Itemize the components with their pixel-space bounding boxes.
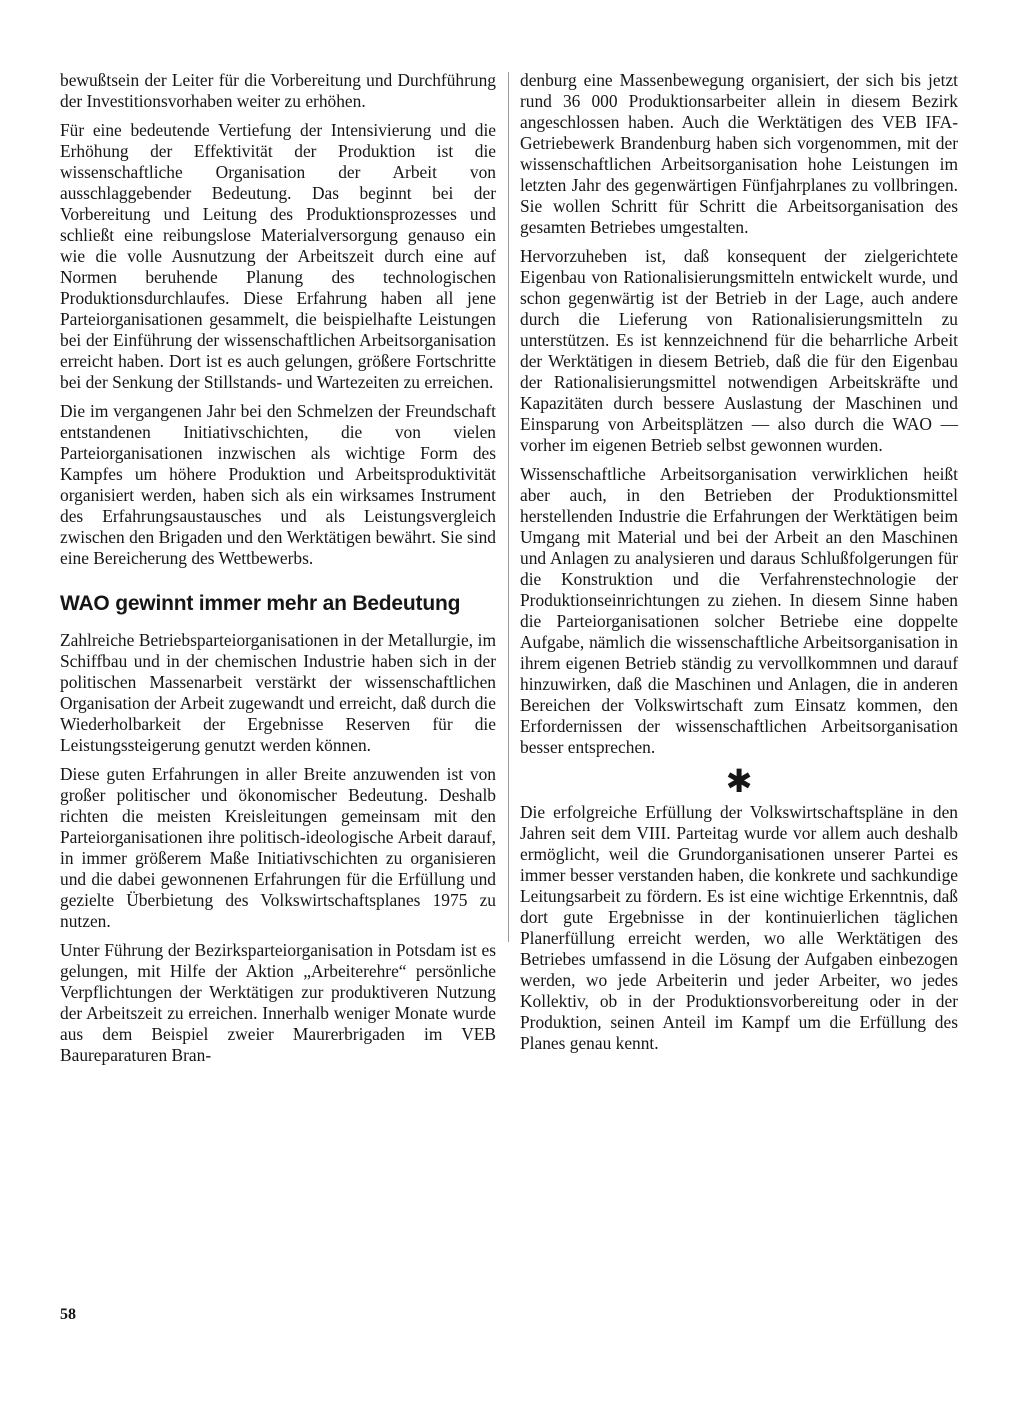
section-heading: WAO gewinnt immer mehr an Bedeutung — [60, 592, 461, 615]
paragraph: Die erfolgreiche Erfüllung der Volkswirtschaftspläne in den Jahren seit dem VIII. Parteitag wurde vor allem auch deshalb ermöglicht, weil die Grundorganisationen unserer Partei es immer besser verstanden haben, die konkrete und sachkundige Leitungsarbeit zu fördern. Es ist eine wichtige Erkenntnis, daß dort gute Ergebnisse in der kontinuierlichen täglichen Planerfüllung erreicht werden, wo alle Werktätigen des Betriebes umfassend in die Lösung der Aufgaben einbezogen werden, wo jede Arbeiterin und jeder Arbeiter, wo jedes Kollektiv, ob in der Produktionsvorbereitung oder in der Produktion, seinen Anteil im Kampf um die Erfüllung des Planes genau kennt. — [520, 802, 958, 1053]
page-number: 58 — [60, 1306, 76, 1323]
paragraph: Für eine bedeutende Vertiefung der Intensivierung und die Erhöhung der Effektivität der Produktion ist die wissenschaftliche Organisation der Arbeit von ausschlaggebender Bedeutung. Das beginnt bei der Vorbereitung und Leitung des Produktionsprozesses und schließt eine reibungslose Materialversorgung genauso ein wie die volle Ausnutzung der Arbeitszeit durch eine auf Normen beruhende Planung des technologischen Produktionsdurchlaufes. Diese Erfahrung haben all jene Parteiorganisationen gesammelt, die beispielhafte Leistungen bei der Einführung der wissenschaftlichen Arbeitsorganisation erreicht haben. Dort ist es auch gelungen, größere Fortschritte bei der Senkung der Stillstands- und Wartezeiten zu erreichen. — [60, 120, 496, 392]
paragraph: Diese guten Erfahrungen in aller Breite anzuwenden ist von großer politischer und ökonomischer Bedeutung. Deshalb richten die meisten Kreisleitungen gemeinsam mit den Parteiorganisationen ihre politisch-ideologische Arbeit darauf, in immer größerem Maße Initiativschichten zu organisieren und die dabei gewonnenen Erfahrungen für die Erfüllung und gezielte Überbietung des Volkswirtschaftsplanes 1975 zu nutzen. — [60, 764, 496, 931]
paragraph: Zahlreiche Betriebsparteiorganisationen in der Metallurgie, im Schiffbau und in der chemischen Industrie haben sich in der politischen Massenarbeit verstärkt der wissenschaftlichen Organisation der Arbeit zugewandt und erreicht, daß durch die Wiederholbarkeit der Ergebnisse Reserven für die Leistungssteigerung genutzt werden können. — [60, 630, 496, 755]
section-separator-asterisk-icon: ✱ — [725, 762, 753, 800]
left-column — [60, 70, 496, 1074]
column-divider — [508, 72, 509, 942]
paragraph: bewußtsein der Leiter für die Vorbereitung und Durchführung der Investitionsvorhaben weiter zu erhöhen. — [60, 70, 496, 111]
paragraph: Hervorzuheben ist, daß konsequent der zielgerichtete Eigenbau von Rationalisierungsmitteln entwickelt wurde, und schon gegenwärtig ist der Betrieb in der Lage, auch andere durch die Lieferung von Rationalisierungsmitteln zu unterstützen. Es ist kennzeichnend für die beharrliche Arbeit der Werktätigen in diesem Betrieb, daß die für den Eigenbau der Rationalisierungsmittel notwendigen Arbeitskräfte und Kapazitäten durch bessere Auslastung der Maschinen und Einsparung von Arbeitsplätzen — also durch die WAO — vorher im eigenen Betrieb selbst gewonnen wurden. — [520, 246, 958, 455]
paragraph: Wissenschaftliche Arbeitsorganisation verwirklichen heißt aber auch, in den Betrieben der Produktionsmittel herstellenden Industrie die Erfahrungen der Werktätigen beim Umgang mit Material und bei der Arbeit an den Maschinen und Anlagen zu analysieren und daraus Schlußfolgerungen für die Konstruktion und die Verfahrenstechnologie der Produktionseinrichtungen zu ziehen. In diesem Sinne haben die Parteiorganisationen solcher Betriebe eine doppelte Aufgabe, nämlich die wissenschaftliche Arbeitsorganisation in ihrem eigenen Betrieb ständig zu vervollkommnen und darauf hinzuwirken, daß die Maschinen und Anlagen, die in anderen Bereichen der Volkswirtschaft zum Einsatz kommen, den Erfordernissen der wissenschaftlichen Arbeitsorganisation besser entsprechen. — [520, 464, 958, 757]
paragraph: Unter Führung der Bezirksparteiorganisation in Potsdam ist es gelungen, mit Hilfe der Aktion „Arbeiterehre“ persönliche Verpflichtungen der Werktätigen zur produktiveren Nutzung der Arbeitszeit zu erreichen. Innerhalb weniger Monate wurde aus dem Beispiel zweier Maurerbrigaden im VEB Baureparaturen Bran- — [60, 940, 496, 1065]
paragraph: Die im vergangenen Jahr bei den Schmelzen der Freundschaft entstandenen Initiativschichten, die von vielen Parteiorganisationen inzwischen als wichtige Form des Kampfes um höhere Produktion und Arbeitsproduktivität organisiert werden, haben sich als ein wirksames Instrument des Erfahrungsaustausches und als Leistungsvergleich zwischen den Brigaden und den Werktätigen bewährt. Sie sind eine Bereicherung des Wettbewerbs. — [60, 401, 496, 568]
paragraph: denburg eine Massenbewegung organisiert, der sich bis jetzt rund 36 000 Produktionsarbeiter allein in diesem Bezirk angeschlossen haben. Auch die Werktätigen des VEB IFA-Getriebewerk Brandenburg haben sich vorgenommen, mit der wissenschaftlichen Arbeitsorganisation hohe Leistungen im letzten Jahr des gegenwärtigen Fünfjahrplanes zu vollbringen. Sie wollen Schritt für Schritt die Arbeitsorganisation des gesamten Betriebes umgestalten. — [520, 70, 958, 237]
right-column — [520, 70, 958, 1062]
